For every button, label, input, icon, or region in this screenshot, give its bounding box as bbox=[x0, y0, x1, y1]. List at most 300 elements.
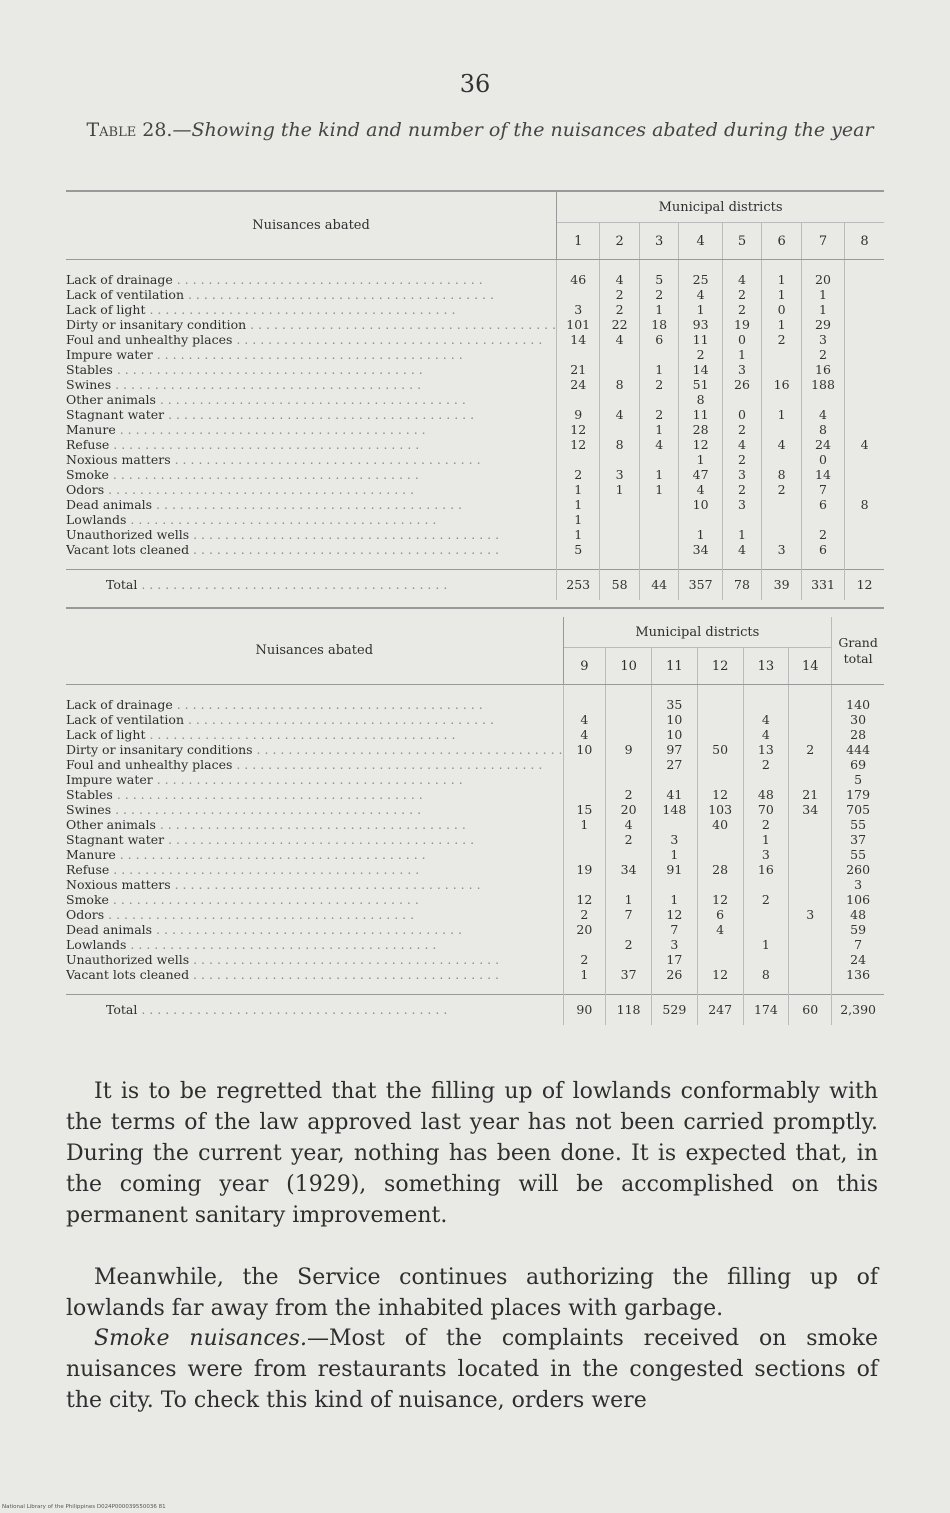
row-label: Swines . . . bbox=[66, 802, 563, 817]
district-value: 4 bbox=[845, 437, 884, 452]
spacer-cell bbox=[66, 685, 563, 698]
table-row bbox=[66, 527, 884, 542]
district-value: 1 bbox=[563, 967, 606, 982]
table-row bbox=[66, 542, 884, 557]
district-value bbox=[845, 317, 884, 332]
spacer-cell bbox=[600, 260, 640, 273]
district-value: 2 bbox=[722, 452, 762, 467]
district-total: 247 bbox=[697, 995, 743, 1026]
district-value: 2 bbox=[743, 892, 789, 907]
spacer-cell bbox=[563, 982, 606, 995]
grand-total-value: 69 bbox=[832, 757, 884, 772]
row-label: Other animals . . . bbox=[66, 817, 563, 832]
row-label: Lack of drainage . . . bbox=[66, 272, 557, 287]
district-value: 10 bbox=[651, 712, 697, 727]
district-value bbox=[845, 467, 884, 482]
district-value bbox=[651, 772, 697, 787]
row-label: Dead animals . . . bbox=[66, 497, 557, 512]
district-value bbox=[697, 712, 743, 727]
page-number: 36 bbox=[459, 70, 491, 98]
district-value: 1 bbox=[639, 482, 679, 497]
total-row bbox=[66, 570, 884, 601]
row-label: Stagnant water . . . bbox=[66, 407, 557, 422]
district-value: 7 bbox=[651, 922, 697, 937]
district-value: 47 bbox=[679, 467, 722, 482]
district-value bbox=[606, 697, 652, 712]
district-value bbox=[600, 422, 640, 437]
table-row bbox=[66, 377, 884, 392]
district-value bbox=[743, 907, 789, 922]
district-value: 0 bbox=[801, 452, 844, 467]
district-value bbox=[845, 512, 884, 527]
district-value bbox=[563, 772, 606, 787]
district-total: 60 bbox=[789, 995, 832, 1026]
district-value bbox=[600, 392, 640, 407]
district-value: 2 bbox=[639, 377, 679, 392]
grand-total-value: 3 bbox=[832, 877, 884, 892]
district-value: 1 bbox=[639, 362, 679, 377]
nuisances-table-districts-9-14 bbox=[66, 617, 884, 1025]
table-caption bbox=[70, 116, 890, 144]
spacer-cell bbox=[679, 260, 722, 273]
row-label: Noxious matters . . . bbox=[66, 877, 563, 892]
spacer-cell bbox=[697, 685, 743, 698]
row-label: Vacant lots cleaned . . . bbox=[66, 967, 563, 982]
district-value bbox=[762, 497, 802, 512]
table-row bbox=[66, 832, 884, 847]
district-value: 4 bbox=[743, 712, 789, 727]
district-value bbox=[762, 452, 802, 467]
district-value bbox=[845, 302, 884, 317]
district-value: 2 bbox=[722, 302, 762, 317]
district-value: 1 bbox=[639, 467, 679, 482]
spacer-cell bbox=[606, 685, 652, 698]
table-1-row-header: Nuisances abated bbox=[66, 192, 557, 260]
district-value: 93 bbox=[679, 317, 722, 332]
district-value bbox=[600, 512, 640, 527]
table-spacer-row bbox=[66, 260, 884, 273]
spacer-cell bbox=[722, 557, 762, 570]
row-label: Impure water . . . bbox=[66, 772, 563, 787]
district-value: 37 bbox=[606, 967, 652, 982]
district-total: 12 bbox=[845, 570, 884, 601]
district-column-header: 1 bbox=[557, 223, 600, 260]
grand-total-value: 55 bbox=[832, 817, 884, 832]
district-value: 1 bbox=[679, 452, 722, 467]
district-value: 70 bbox=[743, 802, 789, 817]
district-value bbox=[845, 542, 884, 557]
district-value: 14 bbox=[679, 362, 722, 377]
district-value: 1 bbox=[606, 892, 652, 907]
district-value: 4 bbox=[762, 437, 802, 452]
district-column-header: 7 bbox=[801, 223, 844, 260]
district-value: 2 bbox=[600, 302, 640, 317]
district-column-header: 6 bbox=[762, 223, 802, 260]
row-label: Odors . . . bbox=[66, 482, 557, 497]
district-value: 4 bbox=[743, 727, 789, 742]
district-value: 4 bbox=[722, 272, 762, 287]
district-total: 90 bbox=[563, 995, 606, 1026]
district-value: 6 bbox=[639, 332, 679, 347]
district-value: 34 bbox=[606, 862, 652, 877]
district-value: 1 bbox=[557, 497, 600, 512]
district-value: 1 bbox=[563, 817, 606, 832]
district-column-header: 2 bbox=[600, 223, 640, 260]
district-value bbox=[606, 772, 652, 787]
nuisances-table-districts-1-8 bbox=[66, 192, 884, 600]
district-value: 3 bbox=[789, 907, 832, 922]
district-value: 40 bbox=[697, 817, 743, 832]
district-value: 7 bbox=[606, 907, 652, 922]
district-total: 253 bbox=[557, 570, 600, 601]
table-row bbox=[66, 802, 884, 817]
district-value bbox=[845, 287, 884, 302]
district-value: 18 bbox=[639, 317, 679, 332]
district-value bbox=[743, 772, 789, 787]
district-value bbox=[606, 712, 652, 727]
grand-total-value: 106 bbox=[832, 892, 884, 907]
spacer-cell bbox=[639, 260, 679, 273]
paragraph-garbage-filling: Meanwhile, the Service continues authorizing the filling up of lowlands far away from the inhabited places with garbage. bbox=[66, 1265, 878, 1321]
district-value bbox=[606, 847, 652, 862]
district-value bbox=[762, 527, 802, 542]
spacer-cell bbox=[743, 685, 789, 698]
row-label: Dirty or insanitary conditions . . . bbox=[66, 742, 563, 757]
district-value: 2 bbox=[679, 347, 722, 362]
district-value bbox=[697, 937, 743, 952]
row-label: Lack of drainage . . . bbox=[66, 697, 563, 712]
district-value: 2 bbox=[639, 407, 679, 422]
total-label: Total . . . bbox=[66, 570, 557, 601]
district-value: 4 bbox=[600, 407, 640, 422]
district-value bbox=[762, 422, 802, 437]
district-value: 9 bbox=[606, 742, 652, 757]
district-value: 21 bbox=[557, 362, 600, 377]
table-spacer-row bbox=[66, 557, 884, 570]
district-value bbox=[600, 347, 640, 362]
grand-total-value: 140 bbox=[832, 697, 884, 712]
row-label: Impure water . . . bbox=[66, 347, 557, 362]
district-value: 101 bbox=[557, 317, 600, 332]
district-value: 2 bbox=[743, 817, 789, 832]
district-value: 8 bbox=[600, 437, 640, 452]
district-value: 1 bbox=[557, 482, 600, 497]
district-value bbox=[606, 952, 652, 967]
district-value: 97 bbox=[651, 742, 697, 757]
row-label: Lack of light . . . bbox=[66, 727, 563, 742]
district-value bbox=[606, 877, 652, 892]
district-value bbox=[600, 452, 640, 467]
paragraph-lowlands: It is to be regretted that the filling up of lowlands conformably with the terms of the law approved last year has not been carried promptly. During the current year, nothing has been done. It is expected that, in the coming year (1929), something will be accomplished on this permanent sanitary improvement. bbox=[66, 1079, 878, 1228]
district-value bbox=[743, 697, 789, 712]
district-value: 7 bbox=[801, 482, 844, 497]
district-value: 0 bbox=[722, 332, 762, 347]
spacer-cell bbox=[651, 982, 697, 995]
table-2-row-header: Nuisances abated bbox=[66, 617, 563, 685]
district-value: 10 bbox=[563, 742, 606, 757]
district-value bbox=[600, 527, 640, 542]
table-row bbox=[66, 952, 884, 967]
grand-total-value: 260 bbox=[832, 862, 884, 877]
row-label: Lack of ventilation . . . bbox=[66, 712, 563, 727]
row-label: Other animals . . . bbox=[66, 392, 557, 407]
district-value: 2 bbox=[639, 287, 679, 302]
district-value bbox=[762, 362, 802, 377]
district-value bbox=[845, 422, 884, 437]
district-value bbox=[606, 922, 652, 937]
district-value: 1 bbox=[639, 302, 679, 317]
table-row bbox=[66, 497, 884, 512]
district-column-header: 12 bbox=[697, 648, 743, 685]
district-value bbox=[789, 877, 832, 892]
district-value: 6 bbox=[801, 497, 844, 512]
grand-total-value: 136 bbox=[832, 967, 884, 982]
district-column-header: 3 bbox=[639, 223, 679, 260]
district-value: 35 bbox=[651, 697, 697, 712]
district-value bbox=[789, 727, 832, 742]
row-label: Lack of ventilation . . . bbox=[66, 287, 557, 302]
district-value: 1 bbox=[600, 482, 640, 497]
spacer-cell bbox=[563, 685, 606, 698]
district-value: 13 bbox=[743, 742, 789, 757]
spacer-cell bbox=[639, 557, 679, 570]
district-total: 118 bbox=[606, 995, 652, 1026]
district-value: 4 bbox=[697, 922, 743, 937]
spacer-cell bbox=[832, 982, 884, 995]
grand-total-value: 179 bbox=[832, 787, 884, 802]
district-value: 22 bbox=[600, 317, 640, 332]
district-value: 28 bbox=[679, 422, 722, 437]
grand-total-value: 705 bbox=[832, 802, 884, 817]
district-column-header: 10 bbox=[606, 648, 652, 685]
district-column-header: 14 bbox=[789, 648, 832, 685]
district-value: 8 bbox=[600, 377, 640, 392]
spacer-cell bbox=[600, 557, 640, 570]
district-value bbox=[557, 347, 600, 362]
spacer-cell bbox=[845, 260, 884, 273]
district-value: 26 bbox=[651, 967, 697, 982]
district-value bbox=[563, 787, 606, 802]
district-value bbox=[789, 847, 832, 862]
district-value bbox=[639, 542, 679, 557]
district-value: 15 bbox=[563, 802, 606, 817]
district-value: 4 bbox=[679, 287, 722, 302]
district-value: 1 bbox=[679, 527, 722, 542]
district-value: 3 bbox=[651, 937, 697, 952]
row-label: Lowlands . . . bbox=[66, 512, 557, 527]
district-value: 16 bbox=[743, 862, 789, 877]
district-value: 2 bbox=[563, 907, 606, 922]
table-row bbox=[66, 727, 884, 742]
district-column-header: 9 bbox=[563, 648, 606, 685]
district-value: 4 bbox=[600, 332, 640, 347]
district-value bbox=[697, 877, 743, 892]
spacer-cell bbox=[66, 557, 557, 570]
row-label: Foul and unhealthy places . . . bbox=[66, 332, 557, 347]
district-value: 6 bbox=[697, 907, 743, 922]
district-value: 3 bbox=[651, 832, 697, 847]
district-value bbox=[639, 497, 679, 512]
district-value bbox=[563, 757, 606, 772]
district-total: 78 bbox=[722, 570, 762, 601]
row-label: Dirty or insanitary condition . . . bbox=[66, 317, 557, 332]
row-label: Unauthorized wells . . . bbox=[66, 952, 563, 967]
district-value: 1 bbox=[762, 287, 802, 302]
table-row bbox=[66, 877, 884, 892]
spacer-cell bbox=[66, 260, 557, 273]
district-value: 2 bbox=[606, 937, 652, 952]
row-label: Smoke . . . bbox=[66, 467, 557, 482]
district-value bbox=[789, 817, 832, 832]
table-row bbox=[66, 907, 884, 922]
district-value bbox=[600, 362, 640, 377]
district-value bbox=[563, 697, 606, 712]
paragraph-smoke-text: —Most of the complaints received on smoke nuisances were from restaurants located in the congested sections of the city. To check this kind of nuisance, orders were bbox=[66, 1326, 878, 1413]
table-row bbox=[66, 287, 884, 302]
district-value bbox=[743, 952, 789, 967]
district-value: 1 bbox=[651, 892, 697, 907]
district-value: 25 bbox=[679, 272, 722, 287]
district-column-header: 11 bbox=[651, 648, 697, 685]
district-value: 1 bbox=[762, 407, 802, 422]
district-value: 20 bbox=[606, 802, 652, 817]
district-value: 10 bbox=[651, 727, 697, 742]
table-row bbox=[66, 467, 884, 482]
grand-total-value: 30 bbox=[832, 712, 884, 727]
table-caption-text: —Showing the kind and number of the nuisances abated during the year bbox=[172, 119, 874, 141]
paragraph-smoke-nuisances bbox=[66, 1323, 878, 1416]
district-value bbox=[789, 892, 832, 907]
district-value: 26 bbox=[722, 377, 762, 392]
district-value bbox=[697, 952, 743, 967]
table-row bbox=[66, 772, 884, 787]
district-value: 1 bbox=[557, 512, 600, 527]
district-value: 3 bbox=[722, 497, 762, 512]
table-row bbox=[66, 452, 884, 467]
table-row bbox=[66, 712, 884, 727]
district-value: 11 bbox=[679, 407, 722, 422]
table-row bbox=[66, 937, 884, 952]
district-value: 2 bbox=[743, 757, 789, 772]
grand-total-value: 59 bbox=[832, 922, 884, 937]
district-value: 4 bbox=[563, 727, 606, 742]
table-row bbox=[66, 697, 884, 712]
grand-total-value: 24 bbox=[832, 952, 884, 967]
district-value bbox=[697, 772, 743, 787]
district-value: 24 bbox=[801, 437, 844, 452]
row-label: Refuse . . . bbox=[66, 862, 563, 877]
district-value: 4 bbox=[600, 272, 640, 287]
district-total: 529 bbox=[651, 995, 697, 1026]
district-value bbox=[639, 347, 679, 362]
district-value bbox=[762, 512, 802, 527]
table-row bbox=[66, 922, 884, 937]
district-value bbox=[789, 937, 832, 952]
spacer-cell bbox=[789, 982, 832, 995]
district-total: 39 bbox=[762, 570, 802, 601]
district-value bbox=[651, 817, 697, 832]
district-value: 1 bbox=[801, 302, 844, 317]
district-value bbox=[801, 392, 844, 407]
district-value: 12 bbox=[697, 787, 743, 802]
district-value bbox=[697, 847, 743, 862]
district-value bbox=[789, 697, 832, 712]
table-row bbox=[66, 482, 884, 497]
row-label: Stagnant water . . . bbox=[66, 832, 563, 847]
district-value bbox=[801, 512, 844, 527]
district-value: 1 bbox=[762, 272, 802, 287]
district-value bbox=[845, 272, 884, 287]
library-footer: National Library of the Philippines D024P000039550036 81 bbox=[2, 1504, 166, 1510]
district-value: 3 bbox=[557, 302, 600, 317]
grand-total-header: Grand total bbox=[832, 617, 884, 685]
district-value: 1 bbox=[639, 422, 679, 437]
district-value bbox=[557, 392, 600, 407]
table-row bbox=[66, 757, 884, 772]
district-value: 12 bbox=[557, 422, 600, 437]
grand-total-value: 37 bbox=[832, 832, 884, 847]
spacer-cell bbox=[679, 557, 722, 570]
district-value bbox=[789, 832, 832, 847]
district-total: 58 bbox=[600, 570, 640, 601]
district-value: 1 bbox=[801, 287, 844, 302]
district-value bbox=[845, 482, 884, 497]
spacer-cell bbox=[557, 260, 600, 273]
district-value: 0 bbox=[722, 407, 762, 422]
district-value bbox=[789, 757, 832, 772]
grand-total-value: 48 bbox=[832, 907, 884, 922]
district-value bbox=[845, 407, 884, 422]
row-label: Odors . . . bbox=[66, 907, 563, 922]
district-value: 188 bbox=[801, 377, 844, 392]
district-value: 41 bbox=[651, 787, 697, 802]
district-value: 12 bbox=[697, 967, 743, 982]
district-value: 1 bbox=[762, 317, 802, 332]
table-row bbox=[66, 437, 884, 452]
row-label: Lowlands . . . bbox=[66, 937, 563, 952]
district-value bbox=[606, 757, 652, 772]
table-row bbox=[66, 362, 884, 377]
district-value: 4 bbox=[563, 712, 606, 727]
district-value: 34 bbox=[789, 802, 832, 817]
district-value bbox=[845, 362, 884, 377]
district-value: 19 bbox=[722, 317, 762, 332]
district-value: 12 bbox=[651, 907, 697, 922]
district-value: 51 bbox=[679, 377, 722, 392]
district-value: 2 bbox=[722, 482, 762, 497]
district-value: 4 bbox=[801, 407, 844, 422]
district-value: 16 bbox=[801, 362, 844, 377]
row-label: Unauthorized wells . . . bbox=[66, 527, 557, 542]
district-value: 4 bbox=[722, 437, 762, 452]
table-row bbox=[66, 862, 884, 877]
district-value: 8 bbox=[762, 467, 802, 482]
row-label: Stables . . . bbox=[66, 362, 557, 377]
district-value bbox=[845, 347, 884, 362]
grand-total-value: 7 bbox=[832, 937, 884, 952]
table-row bbox=[66, 892, 884, 907]
district-value bbox=[651, 877, 697, 892]
district-value: 1 bbox=[743, 937, 789, 952]
district-value: 46 bbox=[557, 272, 600, 287]
district-value: 8 bbox=[743, 967, 789, 982]
district-value: 2 bbox=[762, 482, 802, 497]
table-spacer-row bbox=[66, 685, 884, 698]
district-value: 17 bbox=[651, 952, 697, 967]
district-value: 27 bbox=[651, 757, 697, 772]
district-value bbox=[697, 832, 743, 847]
district-value: 4 bbox=[722, 542, 762, 557]
